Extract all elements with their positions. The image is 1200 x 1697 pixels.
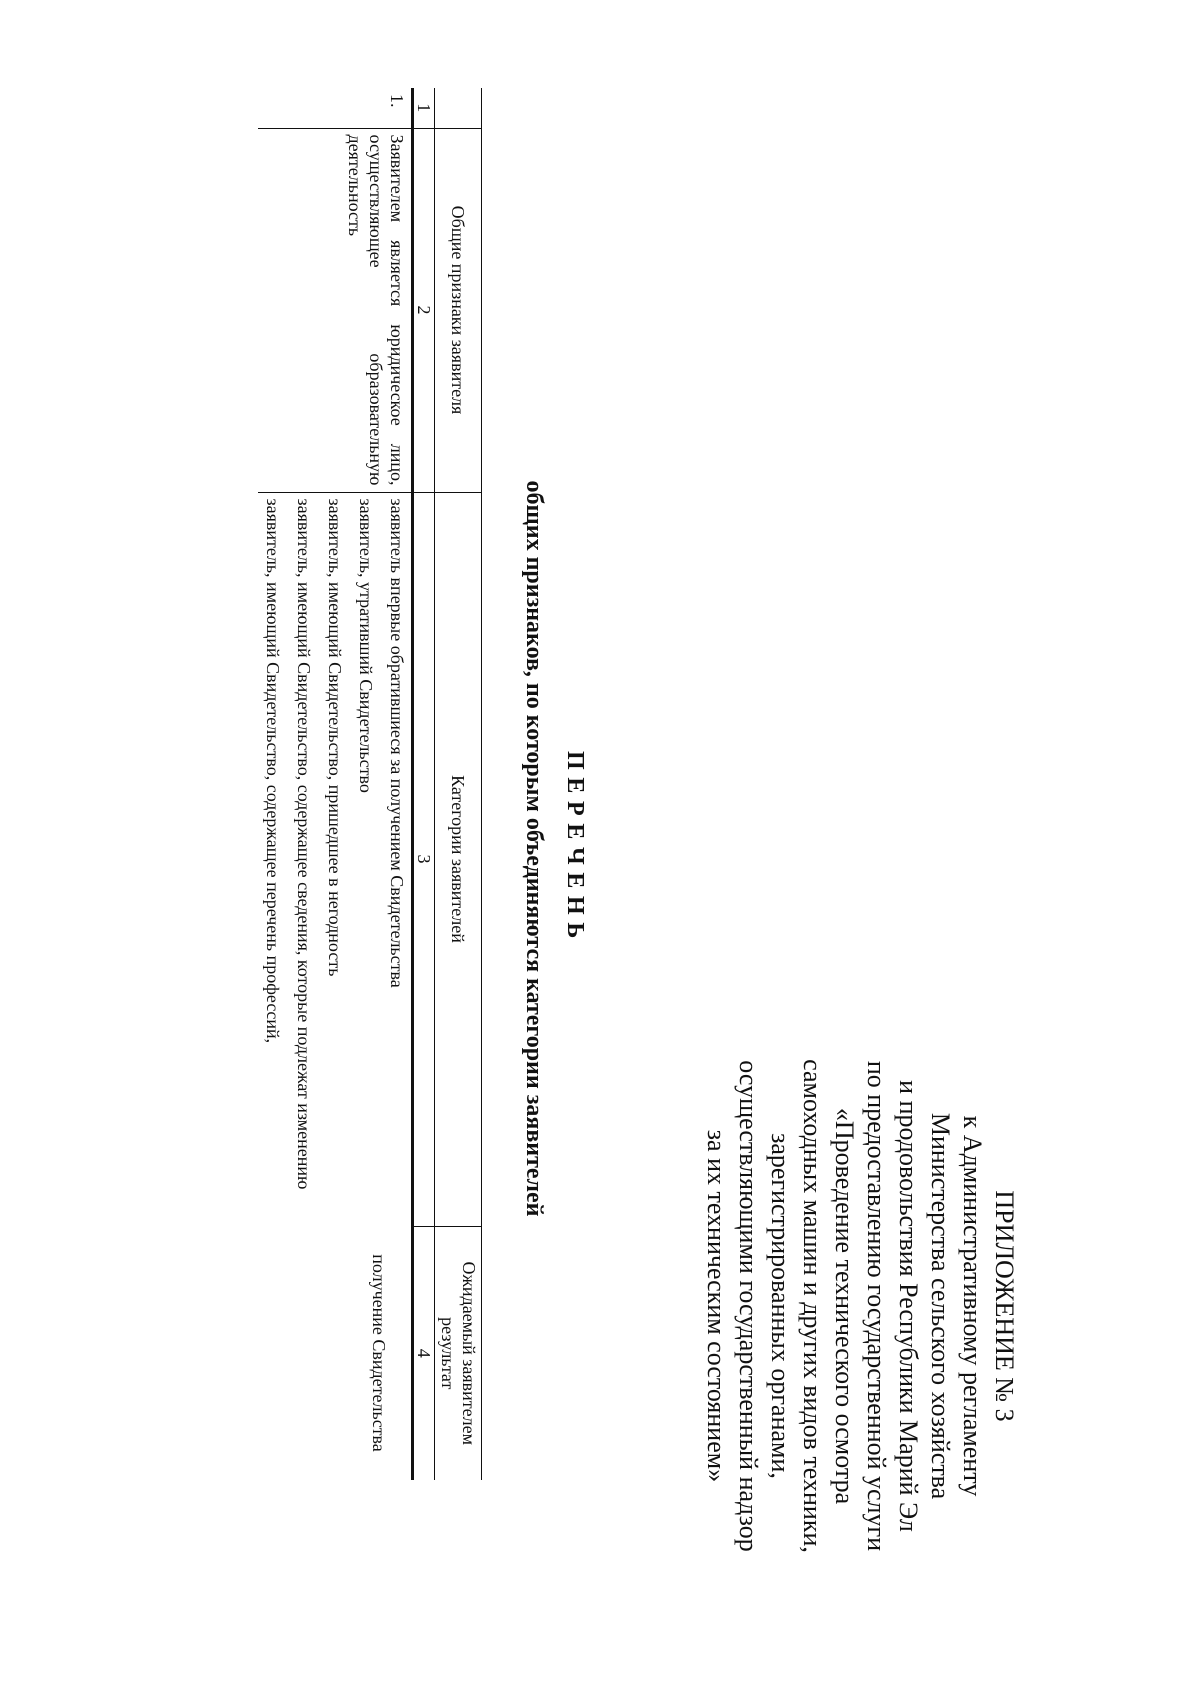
category-item: заявитель, имеющий Свидетельство, содержащее перечень профессий, — [263, 498, 283, 1044]
column-number: 3 — [413, 492, 435, 1226]
table-row — [258, 88, 413, 1480]
header-cell-categories: Категории заявителей — [435, 492, 482, 1226]
categories-table — [258, 88, 482, 1480]
document-title: ПЕРЕЧЕНЬ — [562, 751, 588, 946]
appendix-line: по предоставлению государственной услуги — [862, 1060, 891, 1552]
category-item: заявитель впервые обратившиеся за получением Свидетельства — [387, 498, 407, 988]
appendix-line: самоходных машин и других видов техники, — [798, 1059, 827, 1553]
column-number: 4 — [413, 1226, 435, 1480]
header-cell-number — [435, 88, 482, 128]
appendix-line: зарегистрированных органами, — [766, 1133, 795, 1479]
appendix-block — [700, 1000, 1020, 1612]
appendix-line: за их техническим состоянием» — [702, 1129, 731, 1483]
category-item: заявитель, утративший Свидетельство — [356, 498, 376, 793]
applicant-sign: Заявителем является юридическое лицо, осуществляющее образовательную деятельность — [258, 128, 413, 492]
appendix-line: «Проведение технического осмотра — [830, 1107, 859, 1505]
expected-result: получение Свидетельства — [369, 1254, 389, 1452]
table-header-row — [435, 88, 482, 1480]
appendix-line: и продовольствия Республики Марий Эл — [894, 1080, 923, 1532]
category-item: заявитель, имеющий Свидетельство, пришедшее в негодность — [325, 498, 345, 977]
appendix-line: Министерства сельского хозяйства — [926, 1112, 955, 1500]
column-number-row — [413, 88, 435, 1480]
category-item: заявитель, имеющий Свидетельство, содержащее сведения, которые подлежат изменению — [294, 498, 314, 1190]
appendix-heading: ПРИЛОЖЕНИЕ № 3 — [990, 1190, 1019, 1422]
header-cell-result: Ожидаемый заявителем результат — [435, 1226, 482, 1480]
row-number: 1. — [258, 88, 413, 128]
appendix-line: осуществляющими государственный надзор — [734, 1060, 763, 1552]
appendix-line: к Административному регламенту — [958, 1115, 987, 1497]
column-number: 1 — [413, 88, 435, 128]
column-number: 2 — [413, 128, 435, 492]
applicant-categories — [258, 492, 413, 1226]
document-subtitle: общих признаков, по которым объединяются категории заявителей — [521, 480, 547, 1217]
header-cell-signs: Общие признаки заявителя — [435, 128, 482, 492]
